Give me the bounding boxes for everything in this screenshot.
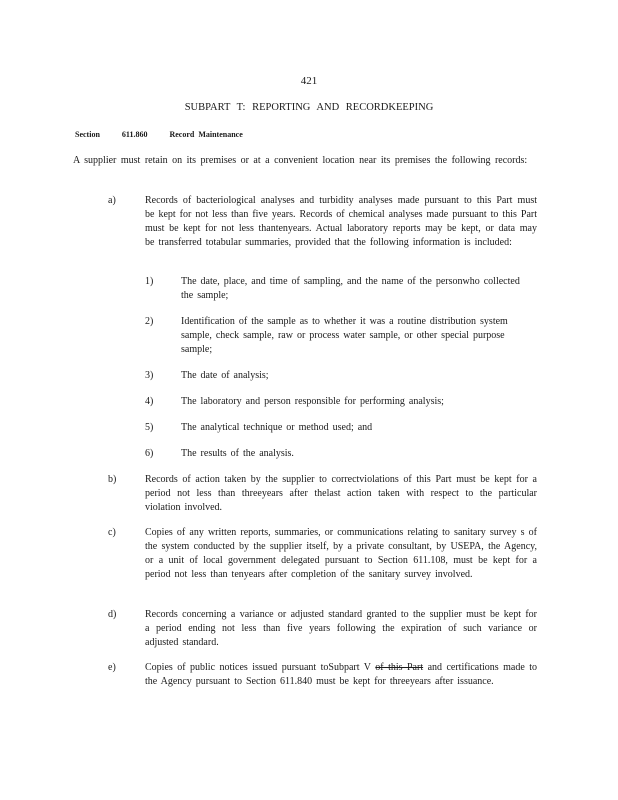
subitem-label-4: 4) [145, 396, 154, 407]
subitem-label-3: 3) [145, 370, 154, 381]
struck-text: of this Part [375, 662, 424, 673]
item-text-d: Records concerning a variance or adjusted standard granted to the supplier must be kept for a period ending not less than five years following the expiration of such variance or adjusted standard. [145, 609, 537, 648]
item-text-c: Copies of any written reports, summaries, or communications relating to sanitary survey s of the system conducted by the supplier itself, by a private consultant, by USEPA, the Agency, or a unit of local government delegated pursuant to Section 611.108, must be kept for a period not less than tenyears after completion of the sanitary survey involved. [145, 527, 537, 580]
item-label-a: a) [108, 195, 116, 206]
item-text-e-after: and certifications made to the Agency pursuant to Section 611.840 must be kept for threeyears after issuance. [145, 662, 538, 687]
item-text-e-before: Copies of public notices issued pursuant toSubpart V [145, 662, 371, 673]
item-text-a: Records of bacteriological analyses and turbidity analyses made pursuant to this Part must be kept for not less than five years. Records of chemical analyses made pursuant to this Part must be kept for not less thantenyears. Actual laboratory reports may be kept, or data may be transferred totabular summaries, provided that the following information is included: [145, 195, 537, 248]
section-name: Record Maintenance [169, 130, 243, 139]
section-heading [75, 128, 265, 142]
subitem-text-4: The laboratory and person responsible for performing analysis; [181, 396, 444, 407]
subitem-text-6: The results of the analysis. [181, 448, 294, 459]
item-text-b: Records of action taken by the supplier to correctviolations of this Part must be kept for a period not less than threeyears after thelast action taken with respect to the particular violation involved. [145, 474, 537, 513]
section-number: 611.860 [121, 130, 148, 139]
page-number: 421 [300, 75, 318, 87]
subitem-label-6: 6) [145, 448, 154, 459]
subitem-text-2: Identification of the sample as to whether it was a routine distribution system sample, check sample, raw or process water sample, or other special purpose sample; [181, 316, 508, 355]
item-label-d: d) [108, 609, 117, 620]
subitem-label-2: 2) [145, 316, 154, 327]
item-label-c: c) [108, 527, 116, 538]
section-label: Section [75, 130, 100, 139]
item-text-e [145, 661, 537, 689]
item-label-e: e) [108, 662, 116, 673]
subitem-label-5: 5) [145, 422, 154, 433]
subitem-label-1: 1) [145, 276, 154, 287]
subitem-text-3: The date of analysis; [181, 370, 269, 381]
subitem-text-1: The date, place, and time of sampling, and the name of the personwho collected the sample; [181, 276, 520, 301]
item-label-b: b) [108, 474, 117, 485]
subitem-text-5: The analytical technique or method used; and [181, 422, 373, 433]
intro-paragraph: A supplier must retain on its premises or at a convenient location near its premises the following records: [73, 155, 528, 166]
subpart-title: SUBPART T: REPORTING AND RECORDKEEPING [184, 102, 434, 113]
